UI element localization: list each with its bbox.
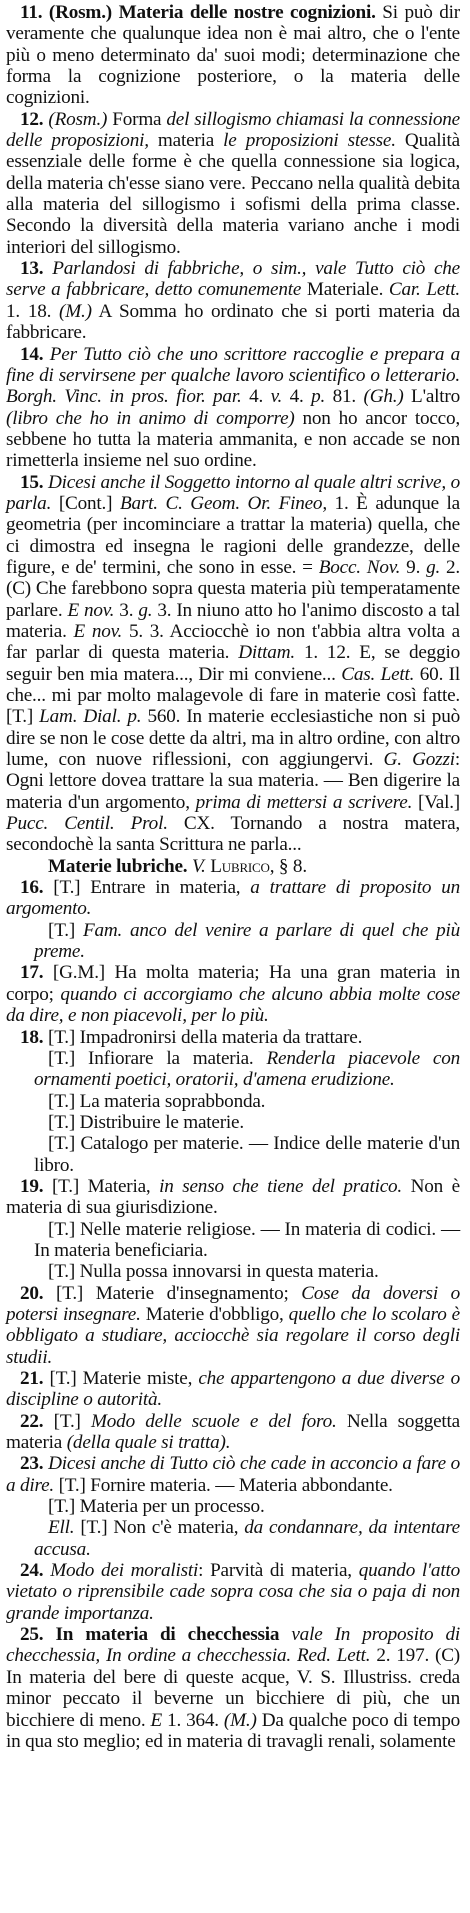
numbered-entry xyxy=(6,962,460,1026)
numbered-entry xyxy=(6,258,460,343)
entry-text: [T.] Materia, in senso che tiene del pratico. Non è materia di sua giurisdizione. xyxy=(6,1175,460,1219)
entry-text: [T.] Nulla possa innovarsi in questa materia. xyxy=(48,1261,379,1283)
entry-text: [T.] Materia per un processo. xyxy=(48,1496,265,1518)
entry-text: Dicesi anche di Tutto ciò che cade in acconcio a fare o a dire. [T.] Fornire materia. — Materia abbondante. xyxy=(6,1453,460,1496)
entry-text: [T.] Materie miste, che appartengono a due diverse o discipline o autorità. xyxy=(6,1368,460,1411)
entry-text: In materia di checchessia vale In proposito di checchessia, In ordine a checchessia. Red. Lett. 2. 197. (C) In materia del bere di queste acque, V. S. Illustriss. creda minor peccato il beverne un bicchiere di più, che un bicchiere di meno. E 1. 364. (M.) Da qualche poco di tempo in qua sto meglio; ed in materia di travagli renali, solamente xyxy=(6,1624,461,1752)
sub-entry xyxy=(6,1133,460,1176)
numbered-entry xyxy=(6,1453,460,1496)
sub-entry xyxy=(6,920,460,963)
entry-text: Ell. [T.] Non c'è materia, da condannare, da intentare accusa. xyxy=(34,1517,460,1560)
entry-text: [T.] Materie d'insegnamento; Cose da doversi o potersi insegnare. Materie d'obbligo, quello che lo scolaro è obbligato a studiare, acciocchè sia regolare il corso degli studii. xyxy=(6,1282,461,1368)
entry-text: [T.] Distribuire le materie. xyxy=(48,1111,244,1133)
entry-text: (Rosm.) Materia delle nostre cognizioni. Si può dir veramente che qualunque idea non è mai altro, che o l'ente più o meno determinato da' suoi modi; determinazione che forma la cognizione posteriore, o la materia delle cognizioni. xyxy=(6,2,460,109)
entry-text: (Rosm.) Forma del sillogismo chiamasi la connessione delle proposizioni, materia le proposizioni stesse. Qualità essenziale delle forme è che quella connessione sia logica, della materia ch'esse siano vere. Peccano nella qualità debita alla materia del sillogismo i sofismi della prima classe. Secondo la diversità della materia variano anche i modi interiori del sillogismo. xyxy=(6,108,460,258)
entry-number: 16. xyxy=(20,877,44,899)
entry-number: 12. xyxy=(20,108,44,130)
entry-number: 20. xyxy=(20,1282,44,1304)
numbered-entry xyxy=(6,1411,460,1454)
entry-text: [T.] Modo delle scuole e del foro. Nella soggetta materia (della quale si tratta). xyxy=(6,1410,461,1454)
entry-text: [T.] Catalogo per materie. — Indice delle materie d'un libro. xyxy=(34,1133,460,1176)
sub-entry xyxy=(6,856,460,877)
entry-text: Parlandosi di fabbriche, o sim., vale Tutto ciò che serve a fabbricare, detto comunemente Materiale. Car. Lett. 1. 18. (M.) A Somma ho ordinato che si porti materia da fabbricare. xyxy=(6,258,461,344)
entry-number: 14. xyxy=(20,343,44,365)
sub-entry xyxy=(6,1048,460,1091)
entry-text: Per Tutto ciò che uno scrittore raccoglie e prepara a fine di servirsene per qualche lavoro scientifico o letterario. Borgh. Vinc. in pros. fior. par. 4. v. 4. p. 81. (Gh.) L'altro (libro che ho in animo di comporre) non ho ancor tocco, sebbene ho tutta la materia ammanita, e non accade se non rimetterla insieme nel suo ordine. xyxy=(6,343,460,472)
sub-entry xyxy=(6,1112,460,1133)
numbered-entry xyxy=(6,109,460,258)
numbered-entry xyxy=(6,877,460,920)
entry-text: [T.] Impadronirsi della materia da trattare. xyxy=(48,1026,363,1048)
sub-entry xyxy=(6,1261,460,1282)
numbered-entry xyxy=(6,2,460,109)
entry-text: [G.M.] Ha molta materia; Ha una gran materia in corpo; quando ci accorgiamo che alcuno abbia molte cose da dire, e non piacevoli, per lo più. xyxy=(6,962,461,1027)
entry-number: 11. xyxy=(20,2,43,23)
entry-text: [T.] Entrare in materia, a trattare di proposito un argomento. xyxy=(6,877,460,920)
sub-entry xyxy=(6,1219,460,1262)
entry-number: 23. xyxy=(20,1453,44,1475)
entry-text: Materie lubriche. V. Lubrico, § 8. xyxy=(48,855,307,877)
entry-number: 18. xyxy=(20,1026,44,1048)
entry-text: [T.] Infiorare la materia. Renderla piacevole con ornamenti poetici, oratorii, d'amena erudizione. xyxy=(34,1047,460,1091)
numbered-entry xyxy=(6,1027,460,1048)
entry-text: [T.] Nelle materie religiose. — In materia di codici. — In materia beneficiaria. xyxy=(34,1218,460,1261)
sub-entry xyxy=(6,1091,460,1112)
entry-text: [T.] La materia soprabbonda. xyxy=(48,1090,266,1112)
numbered-entry xyxy=(6,1176,460,1219)
numbered-entry xyxy=(6,1368,460,1411)
numbered-entry xyxy=(6,1624,460,1752)
entry-number: 21. xyxy=(20,1368,44,1389)
entry-text: [T.] Fam. anco del venire a parlare di quel che più preme. xyxy=(34,919,460,963)
entry-number: 24. xyxy=(20,1560,44,1582)
numbered-entry xyxy=(6,1560,460,1624)
numbered-entry xyxy=(6,472,460,856)
entry-number: 19. xyxy=(20,1175,44,1197)
numbered-entry xyxy=(6,1283,460,1368)
entry-text: Dicesi anche il Soggetto intorno al quale altri scrive, o parla. [Cont.] Bart. C. Geom. Or. Fineo, 1. È adunque la geometria (per incominciare a trattar la materia) quella, che ci dimostra ed insegna le ragioni delle grandezze, delle figure, e de' termini, che sono in esse. = Bocc. Nov. 9. g. 2. (C) Che farebbono sopra questa materia più temperatamente parlare. E nov. 3. g. 3. In niuno atto ho l'animo discosto a tal materia. E nov. 5. 3. Acciocchè io non t'abbia altra volta a far parlar di questa materia. Dittam. 1. 12. E, se deggio seguir ben mia matera..., Dir mi conviene... Cas. Lett. 60. Il che... mi par molto malagevole di fare in materie così fatte. [T.] Lam. Dial. p. 560. In materie ecclesiastiche non si può dire se non le cose dette da altri, ma in altro ordine, con altro lume, con nuove riflessioni, con aggiungervi. G. Gozzi: Ogni lettore dovea trattare la sua materia. — Ben digerire la materia d'un argomento, prima di mettersi a scrivere. [Val.] Pucc. Centil. Prol. CX. Tornando a nostra matera, secondochè la santa Scrittura ne parla... xyxy=(6,471,461,856)
entry-number: 13. xyxy=(20,258,44,280)
sub-entry xyxy=(6,1496,460,1517)
entry-text: Modo dei moralisti: Parvità di materia, quando l'atto vietato o riprensibile cade sopra cosa che sia o paja di non grande importanza. xyxy=(6,1560,460,1624)
sub-entry xyxy=(6,1517,460,1560)
entry-number: 17. xyxy=(20,962,44,984)
numbered-entry xyxy=(6,344,460,472)
entry-number: 25. xyxy=(20,1624,44,1646)
entry-number: 15. xyxy=(20,471,44,493)
entry-number: 22. xyxy=(20,1410,44,1432)
